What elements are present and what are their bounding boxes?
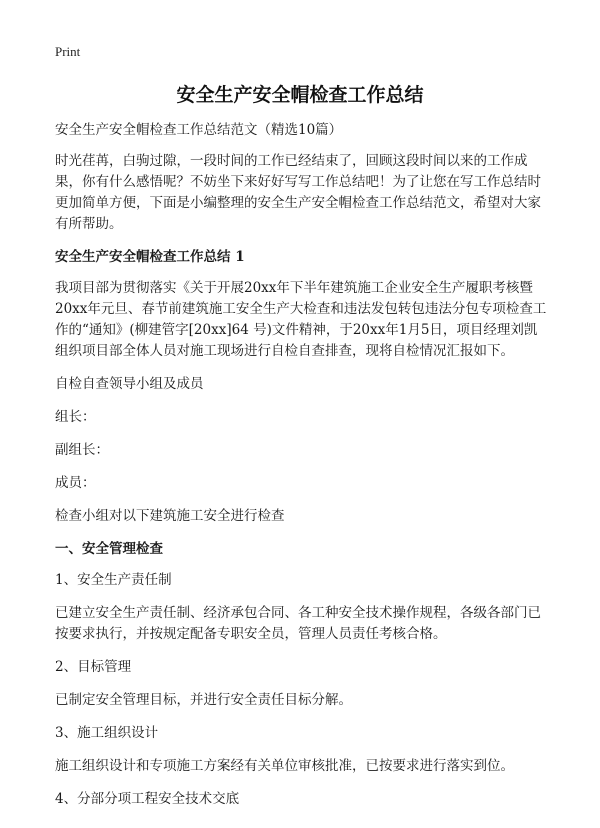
item-title: 3、施工组织设计 — [55, 725, 159, 741]
check-scope: 检查小组对以下建筑施工安全进行检查 — [55, 508, 285, 524]
sub-heading-safety-management: 一、安全管理检查 — [55, 541, 163, 557]
intro-paragraph: 时光荏苒，白驹过隙，一段时间的工作已经结束了，回顾这段时间以来的工作成果，你有什么感悟呢？不妨坐下来好好写写工作总结吧！为了让您在写工作总结时更加简单方便，下面是小编整理的安全生产安全帽检查工作总结范文，希望对大家有所帮助。 — [55, 153, 541, 232]
article-body — [55, 120, 550, 822]
item-title: 4、分部分项工程安全技术交底 — [55, 791, 240, 807]
team-leader: 组长： — [55, 409, 96, 425]
team-heading: 自检自查领导小组及成员 — [55, 376, 204, 392]
print-link[interactable]: Print — [55, 44, 81, 59]
item-title: 2、目标管理 — [55, 659, 132, 675]
item-text: 施工组织设计和专项施工方案经有关单位审核批准，已按要求进行落实到位。 — [55, 758, 514, 774]
item-text: 已建立安全生产责任制、经济承包合同、各工种安全技术操作规程，各级各部门已按要求执行，并按规定配备专职安全员，管理人员责任考核合格。 — [55, 605, 541, 642]
section-paragraph: 我项目部为贯彻落实《关于开展20xx年下半年建筑施工企业安全生产履职考核暨20xx年元旦、春节前建筑施工安全生产大检查和违法发包转包违法分包专项检查工作的“通知》(柳建管字[20xx]64 号)文件精神，于20xx年1月5日，项目经理刘凯组织项目部全体人员对施工现场进行自检自查排查，现将自检情况汇报如下。 — [55, 280, 547, 359]
item-title: 1、安全生产责任制 — [55, 572, 172, 588]
team-deputy-leader: 副组长： — [55, 442, 109, 458]
section-heading: 安全生产安全帽检查工作总结 1 — [55, 249, 245, 265]
team-members: 成员： — [55, 475, 96, 491]
item-text: 已制定安全管理目标，并进行安全责任目标分解。 — [55, 692, 352, 708]
page-title: 安全生产安全帽检查工作总结 — [176, 84, 424, 106]
article-subtitle: 安全生产安全帽检查工作总结范文（精选10篇） — [55, 122, 343, 138]
